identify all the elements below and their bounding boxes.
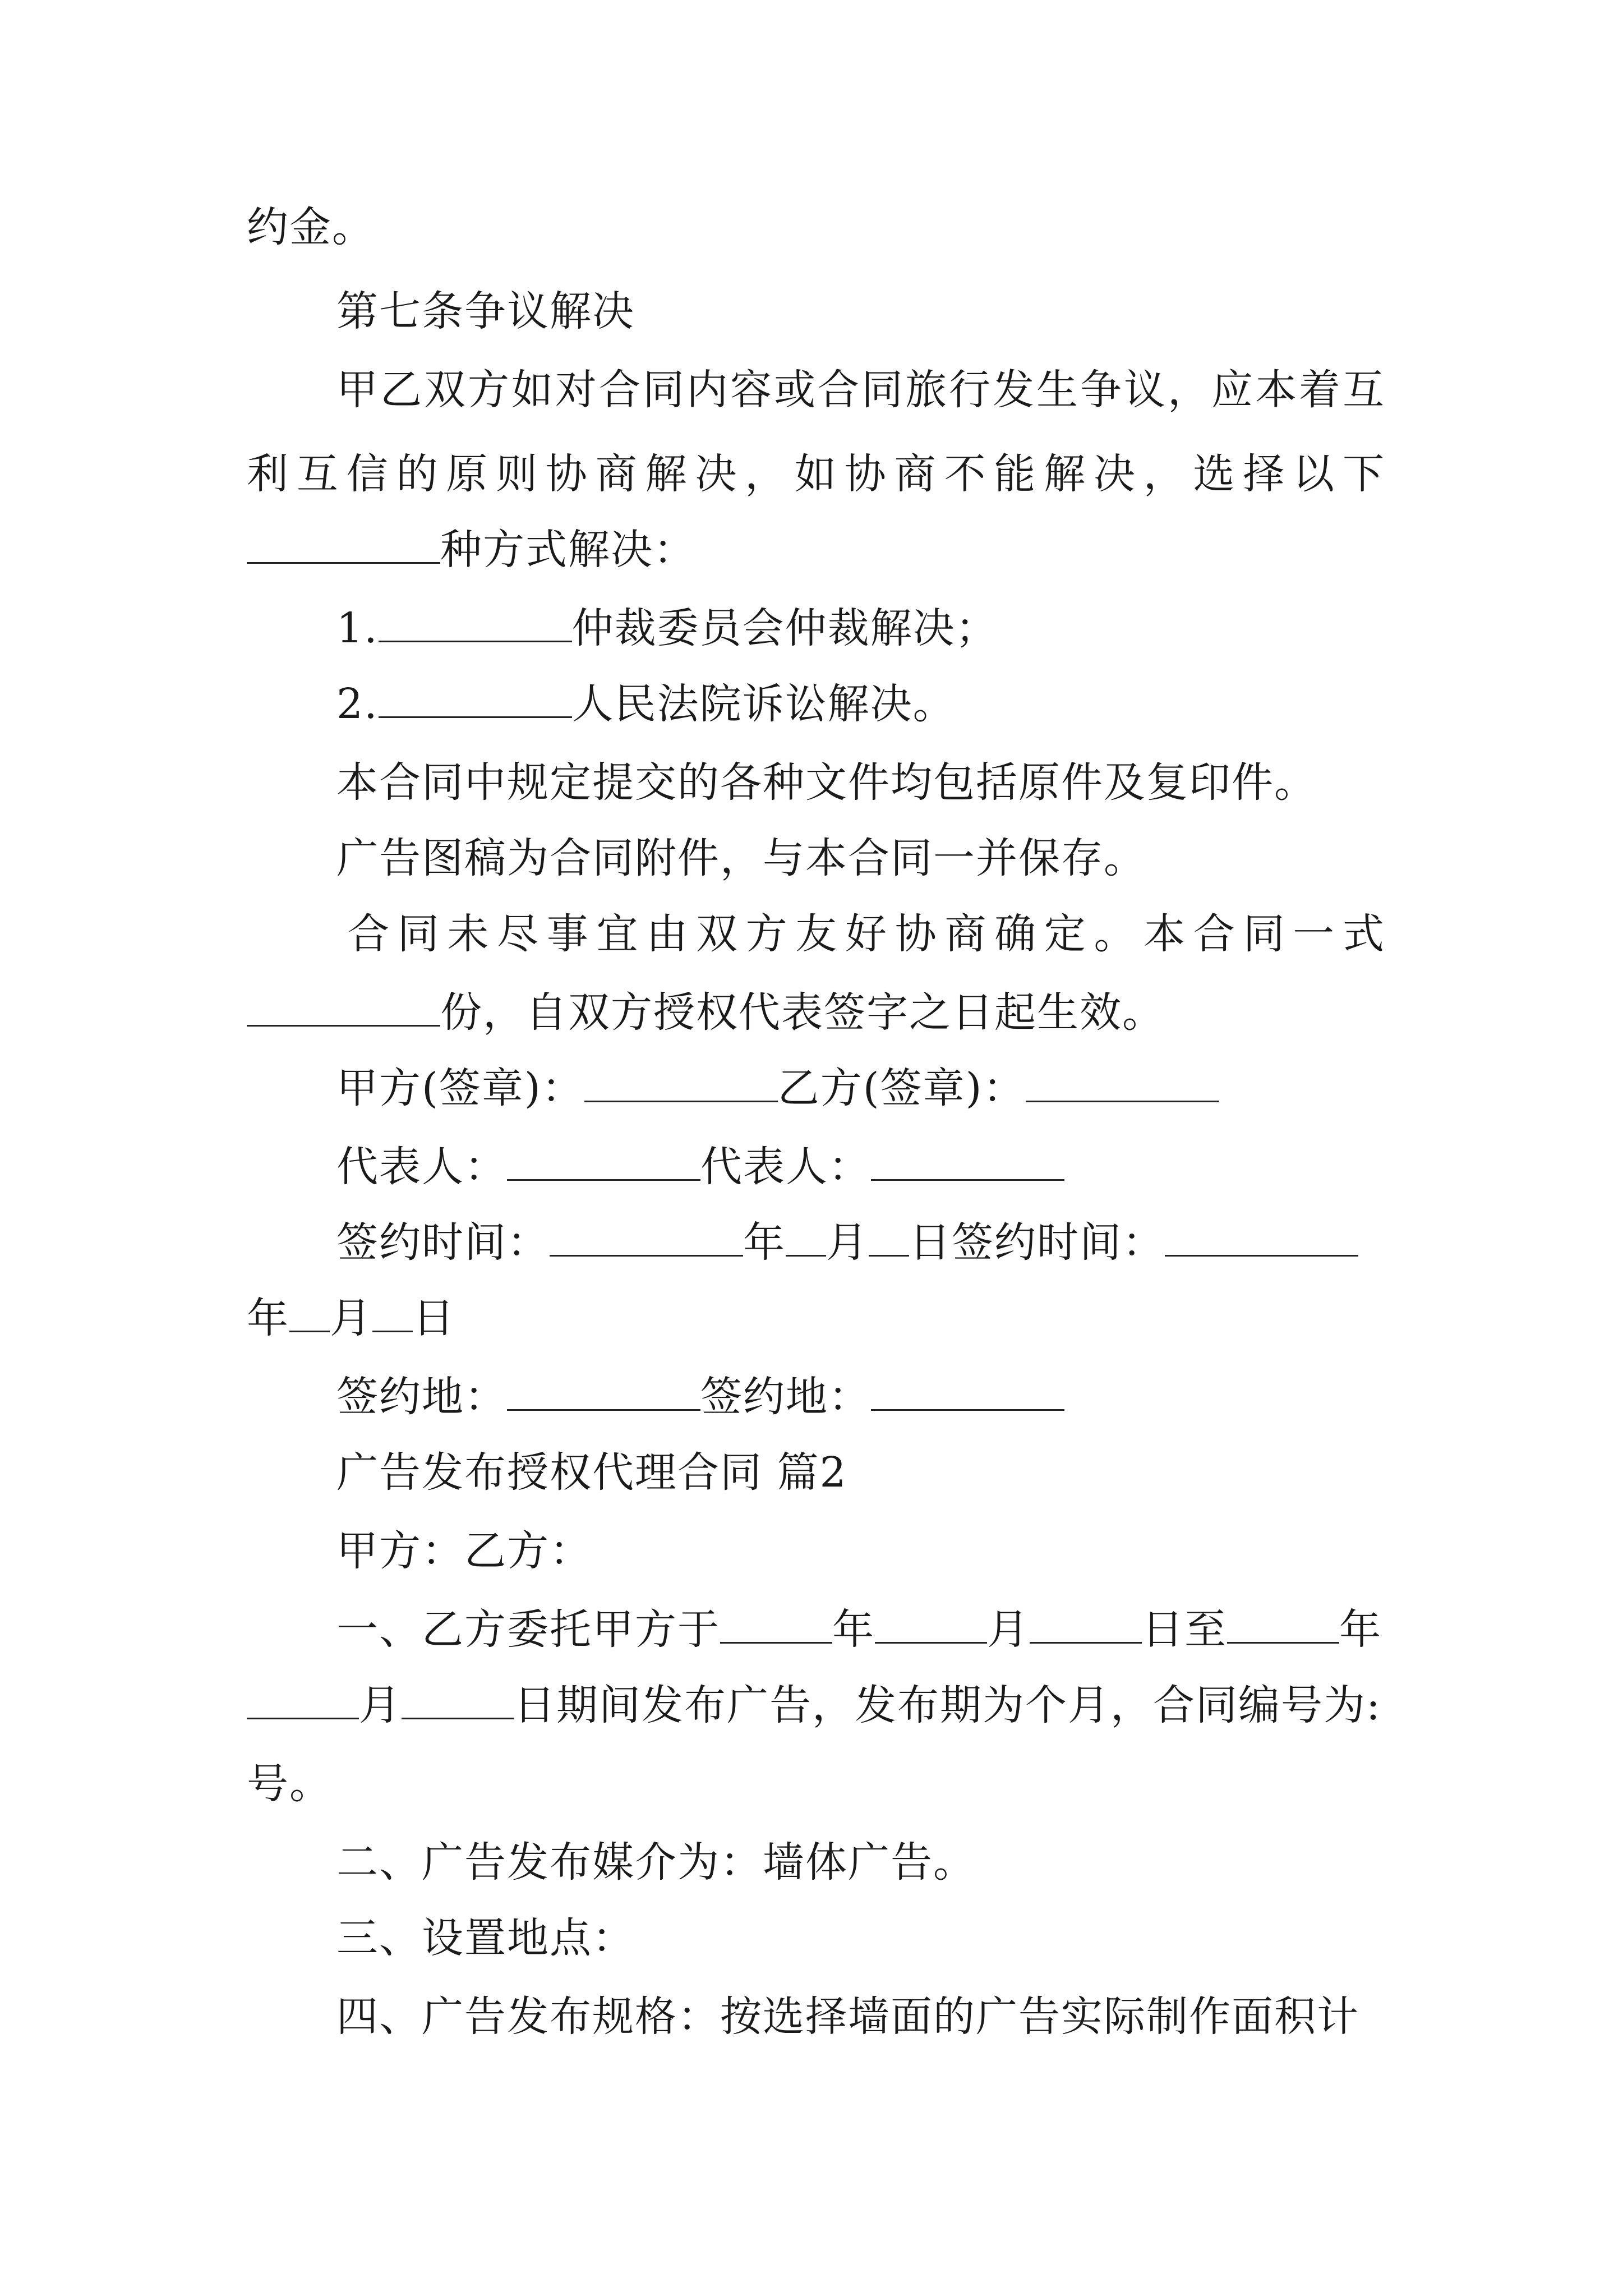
fill-blank xyxy=(584,1066,778,1102)
document-title: 广告发布授权代理合同 篇2 xyxy=(336,1448,847,1497)
signing-place-line: 签约地： 签约地： xyxy=(336,1366,1385,1428)
text-line: 广告图稿为合同附件，与本合同一并保存。 xyxy=(336,834,1146,882)
section-heading: 第七条争议解决 xyxy=(336,287,635,335)
fill-blank xyxy=(402,1683,514,1719)
fill-blank xyxy=(871,1374,1064,1411)
fill-blank xyxy=(507,1144,700,1181)
clause-line: 三、设置地点： xyxy=(336,1914,635,1962)
text-line: 约金。 xyxy=(247,203,375,251)
text-line: 合同未尽事宜由双方友好协商确定。本合同一式 xyxy=(348,910,1385,958)
text-line: 利互信的原则协商解决，如协商不能解决，选择以下 xyxy=(247,450,1385,498)
text-line: 本合同中规定提交的各种文件均包括原件及复印件。 xyxy=(336,758,1317,807)
fill-blank xyxy=(289,1296,330,1332)
fill-blank xyxy=(786,1220,826,1257)
fill-blank xyxy=(1227,1607,1339,1644)
representative-line: 代表人： 代表人： xyxy=(336,1136,1385,1198)
text-line: 种方式解决： xyxy=(247,519,1385,581)
text-line: 甲乙双方如对合同内容或合同旅行发生争议，应本着互 xyxy=(336,366,1385,414)
fill-blank xyxy=(869,1220,909,1257)
list-item: 1. 仲裁委员会仲裁解决； xyxy=(336,604,998,652)
fill-blank xyxy=(379,682,572,718)
fill-blank xyxy=(379,606,572,642)
fill-blank xyxy=(247,990,440,1027)
fill-blank xyxy=(1030,1607,1142,1644)
list-item: 2. 人民法院诉讼解决。 xyxy=(336,680,956,728)
fill-blank xyxy=(550,1220,743,1257)
text-line: 号。 xyxy=(247,1760,332,1808)
clause-line: 四、广告发布规格：按选择墙面的广告实际制作面积计 xyxy=(336,1993,1359,2041)
fill-blank xyxy=(871,1144,1064,1181)
fill-blank xyxy=(372,1296,413,1332)
fill-blank xyxy=(720,1607,832,1644)
clause-line: 月 日期间发布广告，发布期为个月，合同编号为: xyxy=(247,1674,1385,1736)
fill-blank xyxy=(1165,1220,1358,1257)
fill-blank xyxy=(247,1683,359,1719)
clause-line: 一、乙方委托甲方于 年 月 日至 年 xyxy=(336,1605,1382,1654)
fill-blank xyxy=(1026,1066,1219,1102)
text-line: 份，自双方授权代表签字之日起生效。 xyxy=(247,982,1385,1043)
signing-date-line: 年 月 日 xyxy=(247,1294,455,1342)
clause-line: 二、广告发布媒介为：墙体广告。 xyxy=(336,1838,976,1887)
fill-blank xyxy=(507,1374,700,1411)
fill-blank xyxy=(875,1607,987,1644)
signing-date-line: 签约时间： 年 月 日签约时间： xyxy=(336,1212,1385,1273)
signature-line: 甲方(签章)： 乙方(签章)： xyxy=(336,1057,1385,1119)
parties-line: 甲方：乙方： xyxy=(336,1527,592,1575)
fill-blank xyxy=(247,527,440,564)
